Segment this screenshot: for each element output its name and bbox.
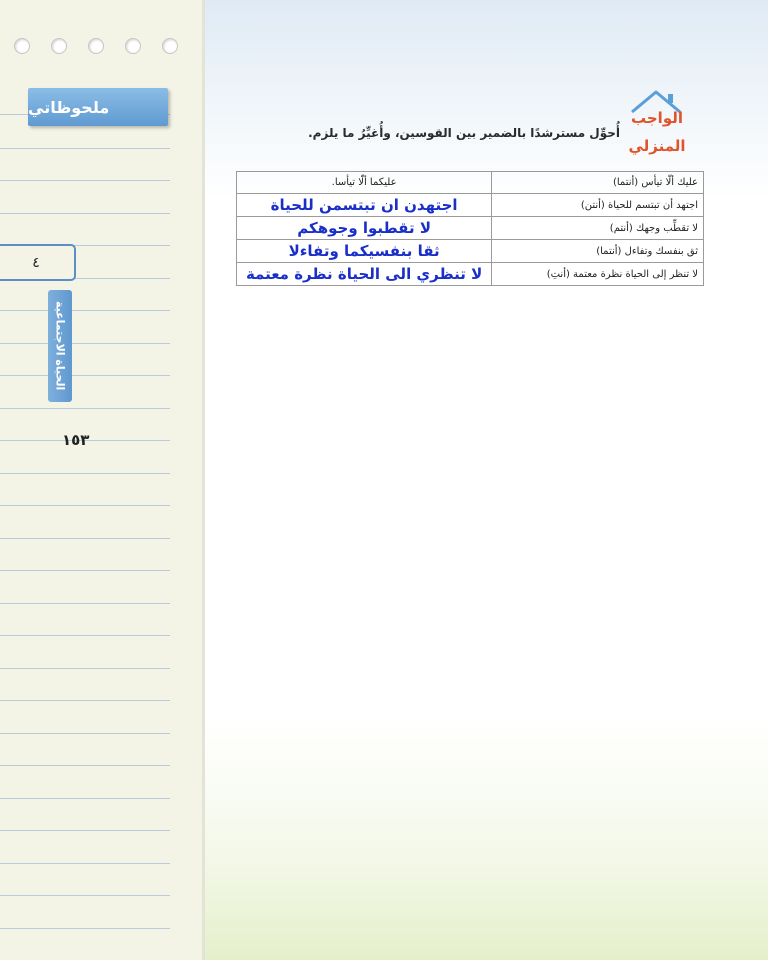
ruled-line	[0, 180, 170, 181]
binder-hole	[125, 38, 141, 54]
ruled-line	[0, 603, 170, 604]
table-row	[237, 240, 704, 263]
instruction-text: أُحوِّل مسترشدًا بالضمير بين القوسين، وأُغيِّرُ ما يلزم.	[308, 126, 620, 140]
prompt-cell: لا تقطِّب وجهك (أنتم)	[492, 217, 704, 240]
binder-holes	[14, 38, 178, 54]
homework-label-line2: المنزلي	[628, 137, 686, 155]
homework-label	[626, 104, 688, 160]
binder-hole	[51, 38, 67, 54]
handwritten-answer-cell: اجتهدن ان تبتسمن للحياة	[237, 194, 492, 217]
binder-hole	[88, 38, 104, 54]
notes-tab: ملحوظاتي	[28, 88, 168, 126]
unit-number: ٤	[0, 244, 76, 281]
table-row	[237, 172, 704, 194]
ruled-line	[0, 733, 170, 734]
notes-sidebar	[0, 0, 205, 960]
ruled-line	[0, 473, 170, 474]
ruled-line	[0, 798, 170, 799]
ruled-line	[0, 213, 170, 214]
prompt-cell: عليك ألّا تيأس (أنتما)	[492, 172, 704, 194]
example-answer-cell: عليكما ألّا تيأسا.	[237, 172, 492, 194]
table-row	[237, 217, 704, 240]
ruled-line	[0, 570, 170, 571]
table-row	[237, 194, 704, 217]
ruled-line	[0, 310, 170, 311]
handwritten-answer-cell: ثقا بنفسيكما وتفاءلا	[237, 240, 492, 263]
ruled-line	[0, 148, 170, 149]
ruled-line	[0, 863, 170, 864]
ruled-line	[0, 895, 170, 896]
ruled-line	[0, 635, 170, 636]
ruled-line	[0, 830, 170, 831]
handwritten-answer-cell: لا تنظري الى الحياة نظرة معتمة	[237, 263, 492, 286]
ruled-line	[0, 343, 170, 344]
exercise-table	[236, 171, 704, 286]
ruled-line	[0, 538, 170, 539]
prompt-cell: ثق بنفسك وتفاءل (أنتما)	[492, 240, 704, 263]
ruled-line	[0, 928, 170, 929]
table-row	[237, 263, 704, 286]
ruled-line	[0, 765, 170, 766]
prompt-cell: اجتهد أن تبتسم للحياة (أنتن)	[492, 194, 704, 217]
ruled-line	[0, 668, 170, 669]
ruled-line	[0, 700, 170, 701]
ruled-line	[0, 505, 170, 506]
homework-label-line1: الواجب	[630, 109, 683, 127]
ruled-line	[0, 375, 170, 376]
unit-title: الحياة الاجتماعية	[48, 290, 72, 402]
binder-hole	[14, 38, 30, 54]
binder-hole	[162, 38, 178, 54]
prompt-cell: لا تنظر إلى الحياة نظرة معتمة (أنتِ)	[492, 263, 704, 286]
ruled-line	[0, 408, 170, 409]
page-number: ١٥٣	[62, 431, 90, 449]
handwritten-answer-cell: لا تقطبوا وجوهكم	[237, 217, 492, 240]
